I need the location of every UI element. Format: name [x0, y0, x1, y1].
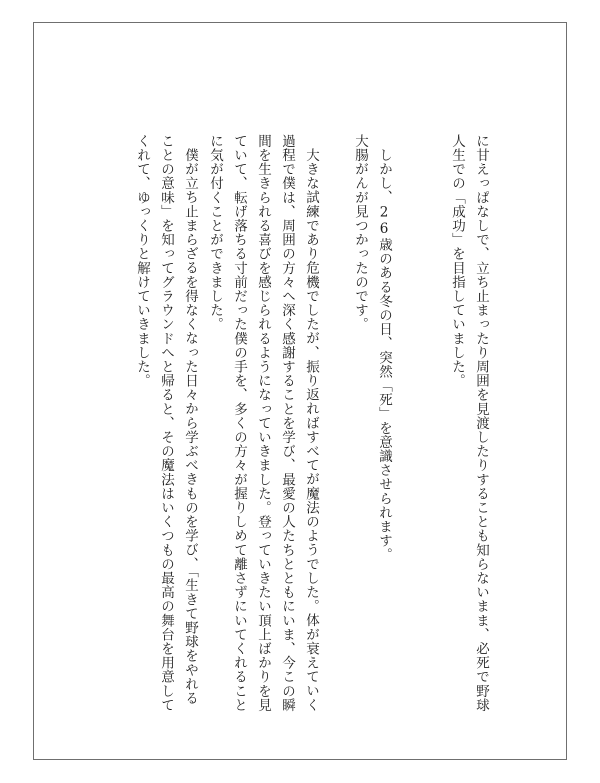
paragraph-1	[445, 134, 493, 712]
text-line: に甘えっぱなしで、立ち止まったり周囲を見渡したりすることも知らないまま、必死で野球	[473, 134, 489, 713]
text-line: 間を生きられる喜びを感じられるようになっていきました。登っていきたい頂上ばかりを見	[255, 134, 271, 713]
text-line: ことの意味」を知ってグラウンドへと帰ると、その魔法はいくつもの最高の舞台を用意して	[158, 134, 174, 713]
paragraph-4	[130, 134, 202, 712]
text-line: くれて、ゆっくりと解けていきました。	[134, 134, 150, 388]
paragraph-2	[348, 134, 396, 561]
text-line: しかし、26歳のある冬の日、突然「死」を意識させられます。	[376, 147, 392, 562]
text-line: 僕が立ち止まらざるを得なくなった日々から学ぶべきものを学び、「生きて野球をやれる	[182, 147, 198, 705]
text-line: 大腸がんが見つかったのです。	[352, 134, 368, 332]
text-line: に気が付くことができました。	[207, 134, 223, 332]
text-line: 過程で僕は、周囲の方々へ深く感謝することを学び、最愛の人たちとともにいま、今この瞬	[279, 134, 295, 713]
text-line: 人生での「成功」を目指していました。	[449, 134, 465, 388]
text-line: 大きな試練であり危機でしたが、振り返ればすべてが魔法のようでした。体が衰えていく	[303, 147, 319, 712]
text-line: ていて、転げ落ちる寸前だった僕の手を、多くの方々が握りしめて離さずにいてくれること	[231, 134, 247, 713]
paragraph-3	[203, 134, 323, 712]
